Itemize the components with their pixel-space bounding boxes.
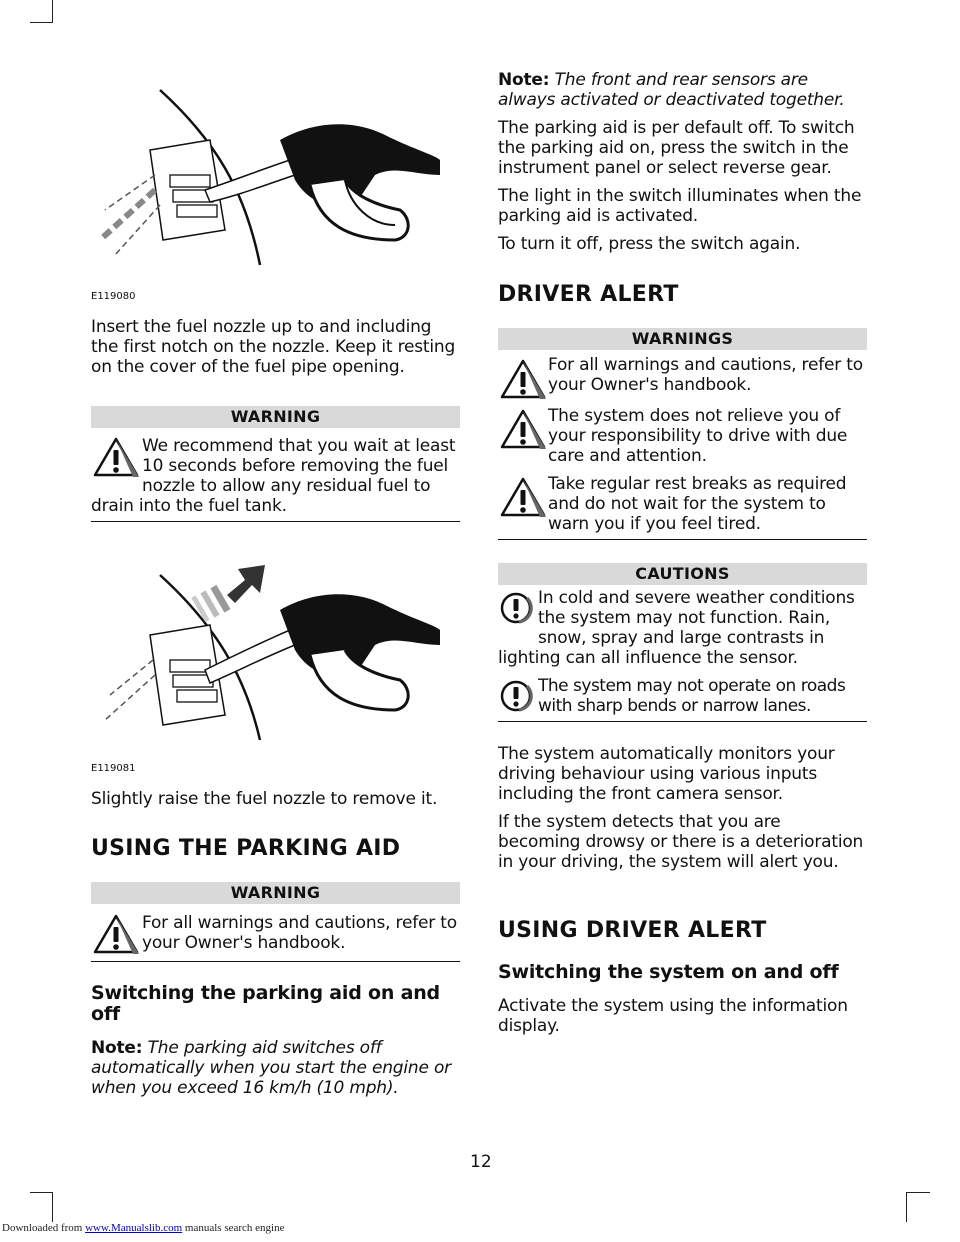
note-label: Note:	[498, 70, 550, 90]
crop-mark-bottom-left-h	[30, 1192, 53, 1193]
crop-mark-bottom-left-v	[52, 1192, 53, 1222]
fuel-nozzle-insert-illustration	[95, 80, 440, 270]
figure-code: E119081	[91, 763, 136, 774]
caution-circle-icon	[499, 679, 533, 713]
warning-title-bar: WARNING	[91, 406, 460, 428]
divider	[498, 721, 867, 722]
warning-text-content: We recommend that you wait at least 10 seconds before removing the fuel nozzle to allow any residual fuel to drain into the fuel tank.	[91, 436, 456, 516]
lift-arrow-icon	[191, 565, 265, 622]
note-parking	[91, 1038, 459, 1098]
paragraph-detect: If the system detects that you are becoming drowsy or there is a deterioration in your driving, the system will alert you.	[498, 812, 864, 872]
crop-mark-top-left-h	[30, 22, 53, 23]
caution-item	[498, 588, 870, 668]
figure-code: E119080	[91, 291, 136, 302]
warning-item: The system does not relieve you of your responsibility to drive with due care and attention.	[548, 406, 848, 466]
caution-item: The system may not operate on roads with sharp bends or narrow lanes.	[538, 676, 846, 716]
warning-text: For all warnings and cautions, refer to your Owner's handbook.	[142, 913, 457, 953]
paragraph-default: The parking aid is per default off. To switch the parking aid on, press the switch in the instrument panel or select reverse gear.	[498, 118, 855, 178]
subheading-switch-parking: Switching the parking aid on and off	[91, 982, 440, 1025]
warning-triangle-icon	[499, 408, 547, 450]
paragraph-turn-off: To turn it off, press the switch again.	[498, 234, 801, 254]
paragraph-activate: Activate the system using the information display.	[498, 996, 848, 1036]
warnings-title-bar: WARNINGS	[498, 328, 867, 350]
footer-suffix: manuals search engine	[182, 1222, 285, 1234]
warning-text	[91, 436, 461, 516]
heading-using-driver-alert: USING DRIVER ALERT	[498, 918, 767, 943]
fuel-nozzle-remove-illustration	[95, 555, 440, 745]
divider	[91, 521, 460, 522]
warning-triangle-icon	[499, 358, 547, 400]
note-text: The front and rear sensors are always activated or deactivated together.	[498, 70, 845, 110]
heading-driver-alert: DRIVER ALERT	[498, 282, 679, 307]
divider	[498, 539, 867, 540]
paragraph-insert: Insert the fuel nozzle up to and including the first notch on the nozzle. Keep it resting on the cover of the fuel pipe opening.	[91, 317, 456, 377]
download-footer	[2, 1222, 284, 1234]
paragraph-raise: Slightly raise the fuel nozzle to remove it.	[91, 789, 438, 809]
warning-item: For all warnings and cautions, refer to your Owner's handbook.	[548, 355, 863, 395]
warning-item: Take regular rest breaks as required and do not wait for the system to warn you if you feel tired.	[548, 474, 847, 534]
paragraph-monitor: The system automatically monitors your driving behaviour using various inputs including the front camera sensor.	[498, 744, 835, 804]
warning-triangle-icon	[92, 913, 140, 955]
page-number: 12	[470, 1152, 492, 1172]
heading-parking-aid: USING THE PARKING AID	[91, 836, 401, 861]
footer-link[interactable]: www.Manualslib.com	[85, 1222, 183, 1234]
note-sensors	[498, 70, 870, 110]
subheading-switch-system: Switching the system on and off	[498, 961, 839, 983]
crop-mark-bottom-right-h	[906, 1192, 930, 1193]
paragraph-light: The light in the switch illuminates when the parking aid is activated.	[498, 186, 862, 226]
crop-mark-bottom-right-v	[906, 1192, 907, 1222]
note-text: The parking aid switches off automatically when you start the engine or when you exceed 16 km/h (10 mph).	[91, 1038, 451, 1098]
note-label: Note:	[91, 1038, 143, 1058]
cautions-title-bar: CAUTIONS	[498, 563, 867, 585]
caution-text: In cold and severe weather conditions the system may not function. Rain, snow, spray and large contrasts in lighting can all influence the sensor.	[498, 588, 855, 668]
warning-title-bar: WARNING	[91, 882, 460, 904]
footer-prefix: Downloaded from	[2, 1222, 86, 1234]
warning-triangle-icon	[499, 476, 547, 518]
crop-mark-top-left-v	[52, 0, 53, 22]
divider	[91, 961, 460, 962]
